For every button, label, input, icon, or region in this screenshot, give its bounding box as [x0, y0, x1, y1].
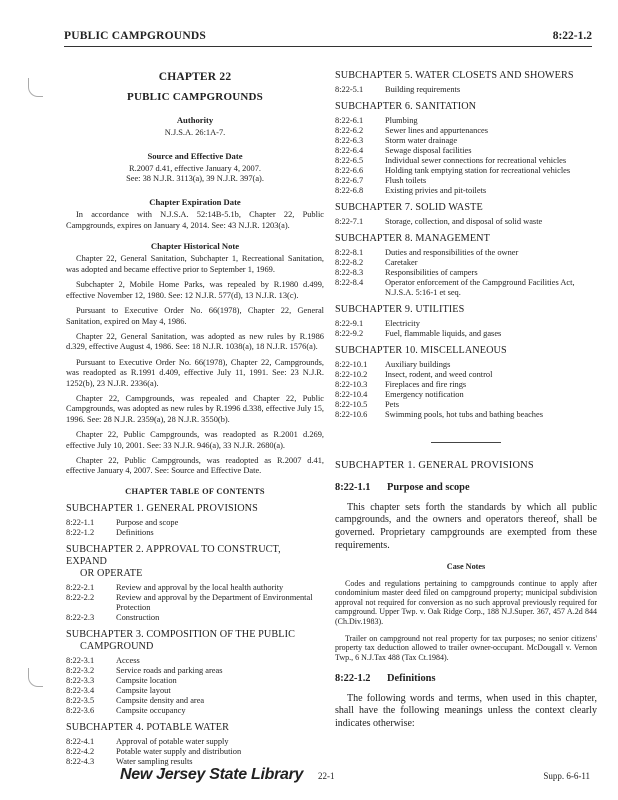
- section-number: 8:22-10.2: [335, 370, 368, 379]
- toc-subchapter: [66, 629, 324, 716]
- left-column: [66, 70, 324, 767]
- toc-entry[interactable]: [66, 737, 324, 747]
- running-header: [64, 30, 592, 46]
- section-title: Construction: [116, 613, 160, 623]
- section-number: 8:22-4.2: [66, 747, 95, 757]
- subchapter-title: SUBCHAPTER 3. COMPOSITION OF THE PUBLIC: [66, 629, 295, 641]
- section-number: 8:22-8.4: [335, 278, 364, 287]
- toc-entry[interactable]: [66, 676, 324, 686]
- section-title: Campsite occupancy: [116, 706, 186, 716]
- toc-entry[interactable]: [335, 410, 597, 420]
- section-title: Flush toilets: [385, 176, 427, 185]
- header-rule: [64, 46, 592, 47]
- section-divider: [431, 442, 501, 443]
- section-number: 8:22-6.1: [335, 116, 364, 125]
- section-number: 8:22-6.4: [335, 146, 364, 155]
- section-title: Auxiliary buildings: [385, 360, 451, 369]
- history-note: Chapter 22, Public Campgrounds, was readopted as R.2007 d.41, effective January 4, 2007. See: Source and Effective Date.: [66, 455, 324, 476]
- margin-mark: [28, 78, 43, 97]
- toc-entry[interactable]: [66, 583, 324, 593]
- toc-entry[interactable]: [335, 126, 597, 136]
- toc-entry[interactable]: [335, 136, 597, 146]
- toc-subchapter: [335, 345, 597, 420]
- toc-entry[interactable]: [335, 116, 597, 126]
- toc-entry[interactable]: [66, 686, 324, 696]
- subchapter-title: SUBCHAPTER 6. SANITATION: [335, 101, 477, 112]
- section-title: Pets: [385, 400, 399, 409]
- section-number: 8:22-5.1: [335, 85, 364, 94]
- toc-entry[interactable]: [335, 156, 597, 166]
- section-title: Fuel, flammable liquids, and gases: [385, 329, 502, 338]
- toc-subchapter: [335, 304, 597, 339]
- toc-entry[interactable]: [335, 370, 597, 380]
- subchapter-title: SUBCHAPTER 8. MANAGEMENT: [335, 233, 490, 244]
- page-number: 22-1: [318, 771, 335, 781]
- section-title: Approval of potable water supply: [116, 737, 229, 747]
- section-number: 8:22-6.3: [335, 136, 364, 145]
- history-note: Chapter 22, General Sanitation, Subchapter 1, Recreational Sanitation, was adopted and became effective prior to September 1, 1969.: [66, 254, 324, 274]
- toc-subchapter: [335, 233, 597, 298]
- toc-entry[interactable]: [66, 656, 324, 666]
- toc-entry[interactable]: [66, 613, 324, 623]
- toc-entry[interactable]: [335, 146, 597, 156]
- section-number: 8:22-3.6: [66, 706, 95, 716]
- section-number: 8:22-1.1: [335, 482, 371, 494]
- case-note: Codes and regulations pertaining to campgrounds continue to apply after condominium master deed filed on campground property; municipal subdivision approval not required for conversion as no such approval previously required for campground. Upper Twp. v. Oak Ridge Corp., 188 N.J.Super. 367, 457 A.2d 844 (Ch.Div.1983).: [335, 578, 597, 626]
- toc-entry[interactable]: [66, 706, 324, 716]
- section-title: Sewage disposal facilities: [385, 146, 472, 155]
- section-title: Access: [116, 656, 140, 666]
- section-number: 8:22-8.1: [335, 248, 364, 257]
- section-title: Insect, rodent, and weed control: [385, 370, 493, 379]
- section-number: 8:22-10.5: [335, 400, 368, 409]
- subchapter-title-cont: CAMPGROUND: [80, 641, 154, 653]
- toc-entry[interactable]: [66, 696, 324, 706]
- toc-entry[interactable]: [66, 528, 324, 538]
- source-line-1: R.2007 d.41, effective January 4, 2007.: [129, 164, 261, 174]
- toc-entry[interactable]: [335, 380, 597, 390]
- section-number: 8:22-6.6: [335, 166, 364, 175]
- toc-entry[interactable]: [335, 390, 597, 400]
- section-title: Review and approval by the local health authority: [116, 583, 284, 593]
- toc-entry[interactable]: [335, 319, 597, 329]
- toc-entry[interactable]: [66, 747, 324, 757]
- toc-subchapter: [335, 70, 597, 95]
- header-section-number: 8:22-1.2: [552, 30, 592, 42]
- section-title: Definitions: [116, 528, 154, 538]
- toc-subchapter: [335, 101, 597, 196]
- source-heading: Source and Effective Date: [147, 150, 243, 161]
- subchapter-title-cont: OR OPERATE: [80, 568, 143, 580]
- authority-text: N.J.S.A. 26:1A-7.: [164, 128, 226, 138]
- toc-entry[interactable]: [335, 85, 597, 95]
- subchapter-heading: SUBCHAPTER 1. GENERAL PROVISIONS: [335, 460, 534, 471]
- page-footer: [0, 766, 618, 790]
- section-number: 8:22-2.1: [66, 583, 95, 593]
- section-title: Swimming pools, hot tubs and bathing beaches: [385, 410, 543, 419]
- section-title: Review and approval by the Department of Environmental Protection: [116, 593, 313, 613]
- section-title: Building requirements: [385, 85, 461, 94]
- toc-entry[interactable]: [335, 166, 597, 176]
- margin-mark: [28, 668, 43, 687]
- subchapter-title: SUBCHAPTER 2. APPROVAL TO CONSTRUCT, EXPAND: [66, 544, 281, 568]
- header-title: PUBLIC CAMPGROUNDS: [64, 30, 206, 42]
- history-note: Chapter 22, General Sanitation, was adopted as new rules by R.1986 d.329, effective August 4, 1986. See: 18 N.J.R. 1038(a), 18 N.J.R. 1576(a).: [66, 331, 324, 352]
- section-title: Existing privies and pit-toilets: [385, 186, 487, 195]
- section-title: Service roads and parking areas: [116, 666, 223, 676]
- section-title: Storage, collection, and disposal of solid waste: [385, 217, 543, 226]
- section-number: 8:22-2.2: [66, 593, 95, 603]
- section-title: Sewer lines and appurtenances: [385, 126, 489, 135]
- section-number: 8:22-6.2: [335, 126, 364, 135]
- toc-entry[interactable]: [335, 400, 597, 410]
- section-number: 8:22-2.3: [66, 613, 95, 623]
- section-number: 8:22-3.3: [66, 676, 95, 686]
- toc-subchapter: [66, 503, 324, 538]
- section-number: 8:22-9.1: [335, 319, 364, 328]
- section-number: 8:22-1.1: [66, 518, 95, 528]
- section-number: 8:22-3.1: [66, 656, 95, 666]
- section-number: 8:22-6.5: [335, 156, 364, 165]
- section-number: 8:22-10.6: [335, 410, 368, 419]
- section-title: Potable water supply and distribution: [116, 747, 242, 757]
- history-heading: Chapter Historical Note: [150, 241, 240, 252]
- section-title: Fireplaces and fire rings: [385, 380, 467, 389]
- section-number: 8:22-7.1: [335, 217, 364, 226]
- section-number: 8:22-3.2: [66, 666, 95, 676]
- section-number: 8:22-3.5: [66, 696, 95, 706]
- section-title: Individual sewer connections for recreational vehicles: [385, 156, 567, 165]
- toc-subchapter: [335, 202, 597, 227]
- subchapter-title: SUBCHAPTER 10. MISCELLANEOUS: [335, 345, 507, 356]
- toc-entry[interactable]: [335, 186, 597, 196]
- library-stamp: New Jersey State Library: [120, 766, 304, 783]
- authority-heading: Authority: [176, 114, 214, 125]
- section-title: Purpose and scope: [116, 518, 179, 528]
- section-number: 8:22-6.8: [335, 186, 364, 195]
- section-title: Emergency notification: [385, 390, 464, 399]
- section-number: 8:22-4.3: [66, 757, 95, 767]
- expiration-heading: Chapter Expiration Date: [149, 196, 241, 207]
- section-title: Duties and responsibilities of the owner: [385, 248, 519, 257]
- toc-entry[interactable]: [335, 258, 597, 268]
- section-title: Campsite density and area: [116, 696, 205, 706]
- toc-entry[interactable]: [335, 278, 597, 298]
- subchapter-title: SUBCHAPTER 5. WATER CLOSETS AND SHOWERS: [335, 70, 574, 81]
- section-number: 8:22-3.4: [66, 686, 95, 696]
- subchapter-title: SUBCHAPTER 4. POTABLE WATER: [66, 722, 230, 734]
- history-note: Subchapter 2, Mobile Home Parks, was repealed by R.1980 d.499, effective November 12, 1980. See: 12 N.J.R. 577(d), 13 N.J.R. 13(c).: [66, 280, 324, 300]
- section-number: 8:22-4.1: [66, 737, 95, 747]
- chapter-name: PUBLIC CAMPGROUNDS: [127, 91, 263, 104]
- toc-entry[interactable]: [335, 176, 597, 186]
- toc-entry[interactable]: [335, 248, 597, 258]
- expiration-text: In accordance with N.J.S.A. 52:14B-5.1b, Chapter 22, Public Campgrounds, expires on January 4, 2014. See: 43 N.J.R. 1203(a).: [66, 210, 324, 230]
- section-number: 8:22-8.2: [335, 258, 364, 267]
- subchapter-title: SUBCHAPTER 9. UTILITIES: [335, 304, 465, 315]
- section-title: Campsite layout: [116, 686, 171, 696]
- section-title: Definitions: [387, 673, 436, 685]
- case-note: Trailer on campground not real property for tax purposes; no senior citizens' property tax deduction allowed to trailer owner-occupant. McDougall v. Vernon Twp., 6 N.J.Tax 488 (Tax Ct.1984).: [335, 633, 597, 662]
- toc-subchapter: [66, 544, 324, 623]
- section-heading: [335, 483, 597, 493]
- toc-entry[interactable]: [335, 329, 597, 339]
- section-title: Purpose and scope: [387, 482, 470, 494]
- toc-subchapter: [66, 722, 324, 767]
- right-column: [335, 70, 597, 741]
- section-body: This chapter sets forth the standards by which all public campgrounds, and the owners and operators thereof, shall be governed. Proprietary campgrounds are exempted from these requirements.: [335, 501, 597, 551]
- section-title: Responsibilities of campers: [385, 268, 478, 277]
- section-number: 8:22-8.3: [335, 268, 364, 277]
- toc-entry[interactable]: [335, 217, 597, 227]
- section-title: Electricity: [385, 319, 420, 328]
- subchapter-title: SUBCHAPTER 7. SOLID WASTE: [335, 202, 483, 213]
- section-title: Operator enforcement of the Campground Facilities Act, N.J.S.A. 5:16-1 et seq.: [385, 278, 575, 297]
- history-note: Chapter 22, Public Campgrounds, was readopted as R.2001 d.269, effective July 10, 2001. See: 33 N.J.R. 946(a), 33 N.J.R. 2680(a).: [66, 430, 324, 450]
- section-number: 8:22-10.3: [335, 380, 368, 389]
- section-heading: [335, 674, 597, 684]
- subchapter-title: SUBCHAPTER 1. GENERAL PROVISIONS: [66, 503, 258, 515]
- section-number: 8:22-1.2: [335, 673, 371, 685]
- toc-entry[interactable]: [66, 593, 324, 613]
- history-note: Chapter 22, Campgrounds, was repealed and Chapter 22, Public Campgrounds, was adopted as new rules by R.1996 d.338, effective July 15, 1996. See: 28 N.J.R. 2359(a), 28 N.J.R. 3550(b).: [66, 393, 324, 424]
- section-number: 8:22-6.7: [335, 176, 364, 185]
- section-title: Caretaker: [385, 258, 418, 267]
- section-title: Plumbing: [385, 116, 418, 125]
- section-number: 8:22-10.4: [335, 390, 368, 399]
- section-title: Storm water drainage: [385, 136, 458, 145]
- section-title: Holding tank emptying station for recreational vehicles: [385, 166, 571, 175]
- toc-entry[interactable]: [66, 666, 324, 676]
- toc-entry[interactable]: [335, 268, 597, 278]
- section-number: 8:22-10.1: [335, 360, 368, 369]
- section-body: The following words and terms, when used in this chapter, shall have the following meanings unless the context clearly indicates otherwise:: [335, 692, 597, 729]
- toc-heading: CHAPTER TABLE OF CONTENTS: [125, 486, 265, 496]
- section-title: Water sampling results: [116, 757, 193, 767]
- section-number: 8:22-1.2: [66, 528, 95, 538]
- chapter-number: CHAPTER 22: [158, 71, 232, 83]
- section-title: Campsite location: [116, 676, 177, 686]
- toc-entry[interactable]: [66, 518, 324, 528]
- toc-entry[interactable]: [335, 360, 597, 370]
- history-note: Pursuant to Executive Order No. 66(1978), Chapter 22, General Sanitation, expired on May 4, 1986.: [66, 306, 324, 326]
- case-notes-heading: Case Notes: [446, 562, 486, 572]
- source-line-2: See: 38 N.J.R. 3113(a), 39 N.J.R. 397(a).: [126, 174, 264, 184]
- supplement-date: Supp. 6-6-11: [543, 771, 590, 781]
- section-number: 8:22-9.2: [335, 329, 364, 338]
- history-note: Pursuant to Executive Order No. 66(1978), Chapter 22, Campgrounds, was readopted as R.1991 d.409, effective July 11, 1991. See: 23 N.J.R. 1252(b), 23 N.J.R. 2336(a).: [66, 357, 324, 388]
